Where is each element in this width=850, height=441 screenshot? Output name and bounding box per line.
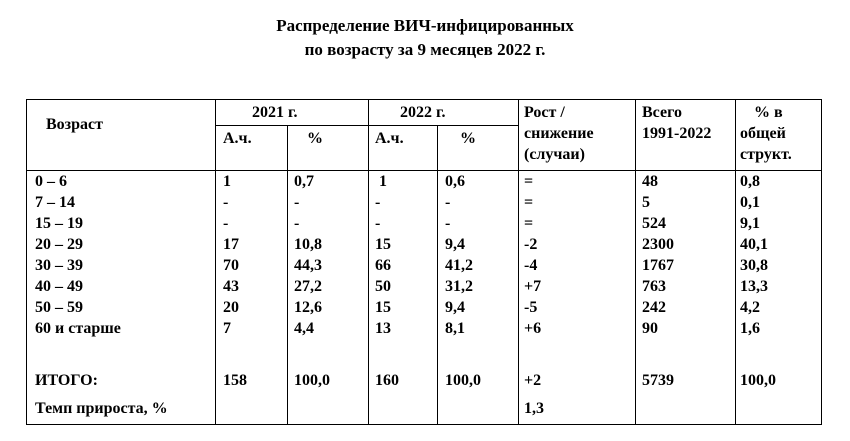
cell-growth: +7	[524, 278, 542, 295]
table-title	[0, 14, 850, 62]
total-share: 100,0	[740, 372, 776, 389]
cell-total: 2300	[642, 236, 674, 253]
header-year-2021: 2021 г.	[252, 104, 298, 121]
cell-share: 9,1	[740, 215, 760, 232]
cell-abs-2021: 1	[223, 173, 231, 190]
cell-total: 90	[642, 320, 658, 337]
cell-age: 7 – 14	[35, 194, 75, 211]
header-total-line-2: 1991-2022	[642, 125, 712, 142]
cell-age: 15 – 19	[35, 215, 83, 232]
header-pct-2022: %	[460, 130, 476, 147]
cell-pct-2021: 12,6	[294, 299, 322, 316]
table-bottom-border	[26, 424, 822, 425]
cell-pct-2022: 9,4	[445, 236, 465, 253]
cell-abs-2021: 70	[223, 257, 239, 274]
total-abs-2021: 158	[223, 372, 247, 389]
cell-share: 40,1	[740, 236, 768, 253]
cell-pct-2021: 44,3	[294, 257, 322, 274]
cell-growth: -2	[524, 236, 538, 253]
total-pct-2022: 100,0	[445, 372, 481, 389]
cell-abs-2021: 43	[223, 278, 239, 295]
total-abs-2022: 160	[375, 372, 399, 389]
cell-pct-2022: 9,4	[445, 299, 465, 316]
header-bottom-border	[26, 170, 822, 171]
cell-age: 30 – 39	[35, 257, 83, 274]
growth-rate-value: 1,3	[524, 400, 544, 417]
cell-abs-2022: 15	[375, 236, 391, 253]
cell-growth: =	[524, 173, 534, 190]
growth-rate-label: Темп прироста, %	[35, 400, 168, 417]
col-border-growth	[635, 99, 636, 425]
cell-share: 0,8	[740, 173, 760, 190]
cell-total: 763	[642, 278, 666, 295]
header-growth	[524, 102, 594, 165]
cell-pct-2022: 8,1	[445, 320, 465, 337]
cell-share: 13,3	[740, 278, 768, 295]
cell-age: 20 – 29	[35, 236, 83, 253]
hiv-age-distribution-table	[26, 99, 822, 425]
cell-pct-2022: 0,6	[445, 173, 465, 190]
header-share-line-1: % в	[754, 104, 783, 121]
cell-growth: =	[524, 215, 534, 232]
cell-abs-2022: 50	[375, 278, 391, 295]
total-total: 5739	[642, 372, 674, 389]
cell-abs-2021: -	[223, 215, 229, 232]
cell-pct-2022: -	[445, 215, 451, 232]
cell-growth: =	[524, 194, 534, 211]
col-border-p22	[518, 99, 519, 425]
header-growth-line-2: снижение	[524, 125, 594, 142]
cell-total: 1767	[642, 257, 674, 274]
cell-age: 0 – 6	[35, 173, 67, 190]
col-border-left	[26, 99, 27, 425]
col-border-p21	[368, 99, 369, 425]
cell-total: 48	[642, 173, 658, 190]
cell-share: 4,2	[740, 299, 760, 316]
header-share-line-3: структ.	[740, 146, 792, 163]
cell-pct-2022: -	[445, 194, 451, 211]
cell-growth: -5	[524, 299, 538, 316]
cell-abs-2022: 13	[375, 320, 391, 337]
total-label: ИТОГО:	[35, 372, 98, 389]
subheader-border-2022	[368, 125, 518, 126]
cell-pct-2021: 0,7	[294, 173, 314, 190]
cell-pct-2021: -	[294, 215, 300, 232]
cell-share: 30,8	[740, 257, 768, 274]
total-growth: +2	[524, 372, 542, 389]
header-age: Возраст	[46, 116, 103, 133]
header-growth-line-1: Рост /	[524, 104, 565, 121]
cell-age: 60 и старше	[35, 320, 121, 337]
cell-abs-2022: 1	[375, 173, 387, 190]
cell-abs-2021: 17	[223, 236, 239, 253]
header-share-line-2: общей	[740, 125, 786, 142]
header-total-line-1: Всего	[642, 104, 682, 121]
cell-pct-2021: 4,4	[294, 320, 314, 337]
cell-pct-2022: 31,2	[445, 278, 473, 295]
cell-pct-2021: 10,8	[294, 236, 322, 253]
col-border-age	[215, 99, 216, 425]
header-abs-2021: А.ч.	[223, 130, 252, 147]
cell-abs-2021: -	[223, 194, 229, 211]
cell-pct-2021: 27,2	[294, 278, 322, 295]
header-total	[642, 102, 711, 144]
table-top-border	[26, 99, 822, 100]
title-line-1: Распределение ВИЧ-инфицированных	[276, 16, 574, 35]
header-growth-line-3: (случаи)	[524, 146, 585, 163]
subheader-border-2021	[215, 125, 368, 126]
col-border-right	[821, 99, 822, 425]
col-border-a22	[437, 125, 438, 425]
cell-age: 40 – 49	[35, 278, 83, 295]
cell-abs-2022: 66	[375, 257, 391, 274]
cell-share: 1,6	[740, 320, 760, 337]
title-line-2: по возрасту за 9 месяцев 2022 г.	[304, 40, 546, 59]
cell-age: 50 – 59	[35, 299, 83, 316]
cell-abs-2022: 15	[375, 299, 391, 316]
cell-pct-2022: 41,2	[445, 257, 473, 274]
cell-abs-2022: -	[375, 215, 381, 232]
header-abs-2022: А.ч.	[375, 130, 404, 147]
cell-growth: -4	[524, 257, 538, 274]
col-border-total	[735, 99, 736, 425]
cell-abs-2021: 20	[223, 299, 239, 316]
cell-share: 0,1	[740, 194, 760, 211]
cell-total: 524	[642, 215, 666, 232]
header-year-2022: 2022 г.	[400, 104, 446, 121]
total-pct-2021: 100,0	[294, 372, 330, 389]
header-share	[740, 102, 792, 165]
cell-pct-2021: -	[294, 194, 300, 211]
cell-abs-2022: -	[375, 194, 381, 211]
cell-total: 242	[642, 299, 666, 316]
cell-growth: +6	[524, 320, 542, 337]
col-border-a21	[287, 125, 288, 425]
header-pct-2021: %	[307, 130, 323, 147]
cell-abs-2021: 7	[223, 320, 231, 337]
cell-total: 5	[642, 194, 650, 211]
